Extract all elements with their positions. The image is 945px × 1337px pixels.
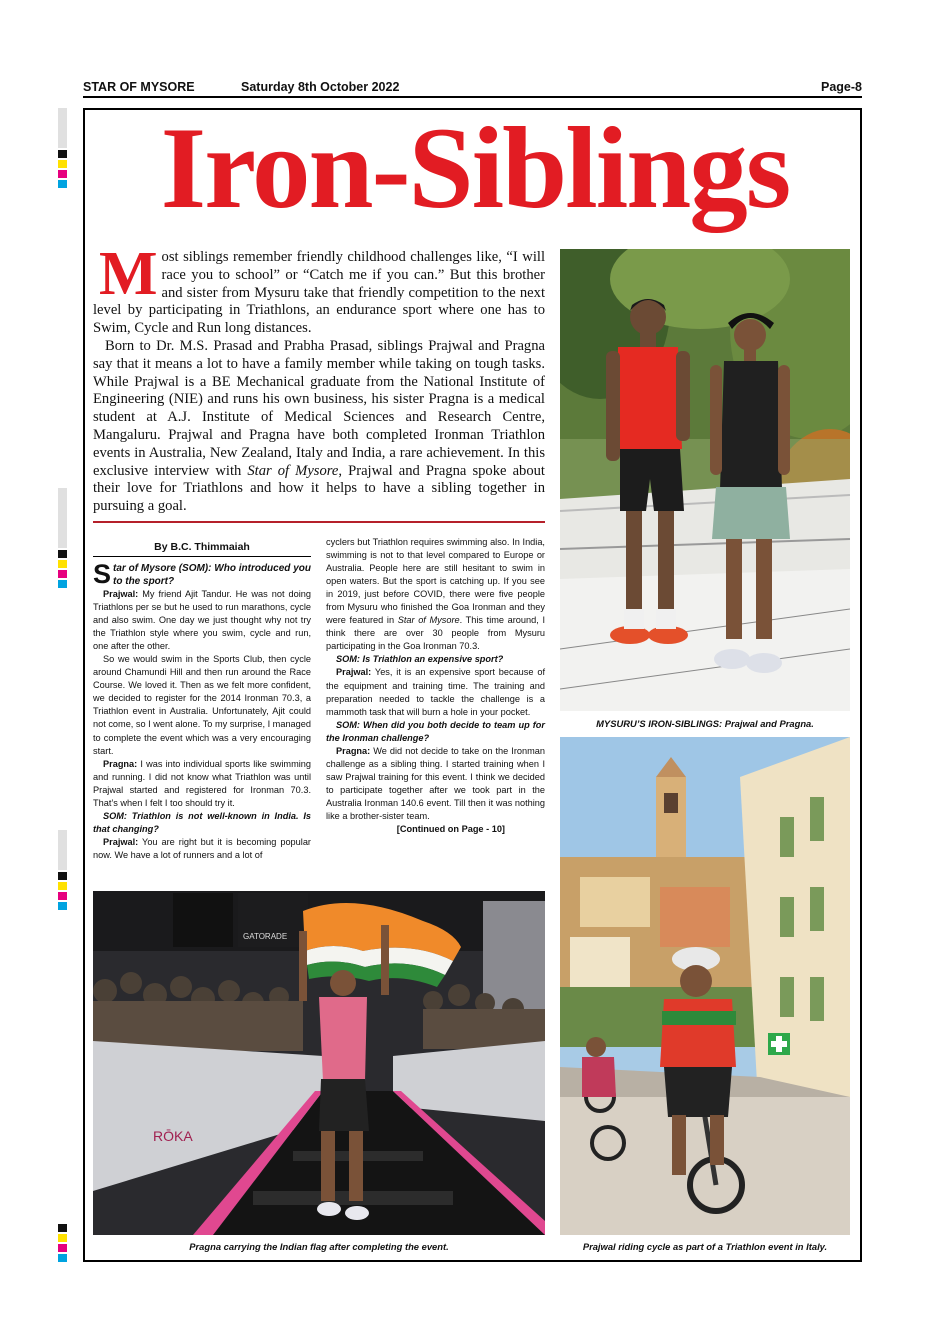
answer-paragraph: Pragna: I was into individual sports like swimming and running. I did not know what Triathlon was until Prajwal started and registered for Ironman 70.3. That’s when I felt I too should try it. <box>93 758 311 808</box>
byline-rule <box>93 556 311 557</box>
photo-pragna-finish <box>93 891 545 1235</box>
byline: By B.C. Thimmaiah <box>154 541 250 553</box>
question-4: SOM: When did you both decide to team up for the Ironman challenge? <box>326 719 545 743</box>
intro-rule <box>93 521 545 523</box>
siblings-photo-illustration <box>560 249 850 711</box>
question-2: SOM: Triathlon is not well-known in India. Is that changing? <box>93 810 311 834</box>
intro-paragraph-1: ost siblings remember friendly childhood challenges like, “I will race you to school” or “Catch me if you can.” But this brother and sister from Mysuru take that friendly competition to the next level by participating in Triathlons, an endurance sport where one has to Swim, Cycle and Run long distances. <box>93 249 545 337</box>
article-column-1 <box>93 559 311 862</box>
page-number: Page-8 <box>821 80 862 94</box>
caption-siblings: MYSURU’S IRON-SIBLINGS: Prajwal and Pragna. <box>596 718 814 729</box>
photo-siblings <box>560 249 850 711</box>
gatorade-logo: GATORADE <box>243 932 288 941</box>
question-3: SOM: Is Triathlon an expensive sport? <box>336 654 504 665</box>
roka-logo: RŌKA <box>153 1128 193 1144</box>
answer-paragraph: Prajwal: Yes, it is an expensive sport because of the equipment and training time. The training and preparation needed to tackle the challenge is a mammoth task that will burn a hole in your pocket. <box>326 667 545 717</box>
paper-name: STAR OF MYSORE <box>83 80 195 94</box>
masthead <box>83 80 862 96</box>
masthead-rule <box>83 96 862 98</box>
issue-date: Saturday 8th October 2022 <box>241 80 400 94</box>
intro-paragraph-2: Born to Dr. M.S. Prasad and Prabha Prasad, siblings Prajwal and Pragna say that it means a lot to have a family member while taking on tough tasks. While Prajwal is a BE Mechanical graduate from the National Institute of Engineering (NIE) and runs his own business, his sister Pragna is a medical student at A.J. Institute of Medical Sciences and Research Centre, Mangaluru. Prajwal and Pragna have both completed Ironman Triathlon events in Australia, New Zealand, Italy and India, a rare achievement. In this exclusive interview with Star of Mysore, Prajwal and Pragna spoke about their love for Triathlons and how it helps to have a sibling together in pursuing a goal. <box>93 337 545 515</box>
cycling-photo-illustration <box>560 737 850 1235</box>
intro-text <box>93 240 545 516</box>
answer-paragraph: Prajwal: You are right but it is becoming popular now. We have a lot of runners and a lot of <box>93 836 311 860</box>
caption-pragna: Pragna carrying the Indian flag after completing the event. <box>189 1241 449 1252</box>
answer-paragraph: cyclers but Triathlon requires swimming also. In India, swimming is not to that level compared to Europe or Australia. People here are still hesitant to swim in open waters. But the sport is catching up. If you see in 2019, just before COVID, there were five people from Mysuru who finished the Goa Ironman and they were featured in Star of Mysore. This time around, I think there are over 30 people from Mysuru participating in the Goa Ironman 70.3. <box>326 537 545 652</box>
photo-prajwal-cycling <box>560 737 850 1235</box>
headline: Iron-Siblings <box>160 104 790 233</box>
continued-note: [Continued on Page - 10] <box>396 824 505 835</box>
answer-paragraph: Prajwal: My friend Ajit Tandur. He was not doing Triathlons per se but he used to run marathons, cycle and also swim. One day we just thought why not try the Triathlon style where you swim, cycle and run, one after the other. <box>93 589 311 652</box>
question-1: Star of Mysore (SOM): Who introduced you to the sport? <box>93 559 311 589</box>
article-column-2 <box>326 536 545 836</box>
answer-paragraph: Pragna: We did not decide to take on the Ironman challenge as a sibling thing. I started training when I saw Prajwal training for this event. I think we decided to participate together after we took part in the Australia Ironman 140.6 event. Till then it was nothing like a brother-sister team. <box>326 745 545 821</box>
answer-paragraph: So we would swim in the Sports Club, then cycle around Chamundi Hill and then run around the Race Course. We loved it. Then as we felt more confident, we decided to register for the 2014 Ironman 70.3, a Triathlon event in Australia. Unfortunately, Ajit could not come, so I went alone. To my surprise, I managed to complete the event which was a very encouraging start. <box>93 654 311 756</box>
intro-dropcap: M <box>99 240 158 308</box>
finish-line-photo-illustration <box>93 891 545 1235</box>
caption-prajwal: Prajwal riding cycle as part of a Triathlon event in Italy. <box>582 1241 828 1252</box>
